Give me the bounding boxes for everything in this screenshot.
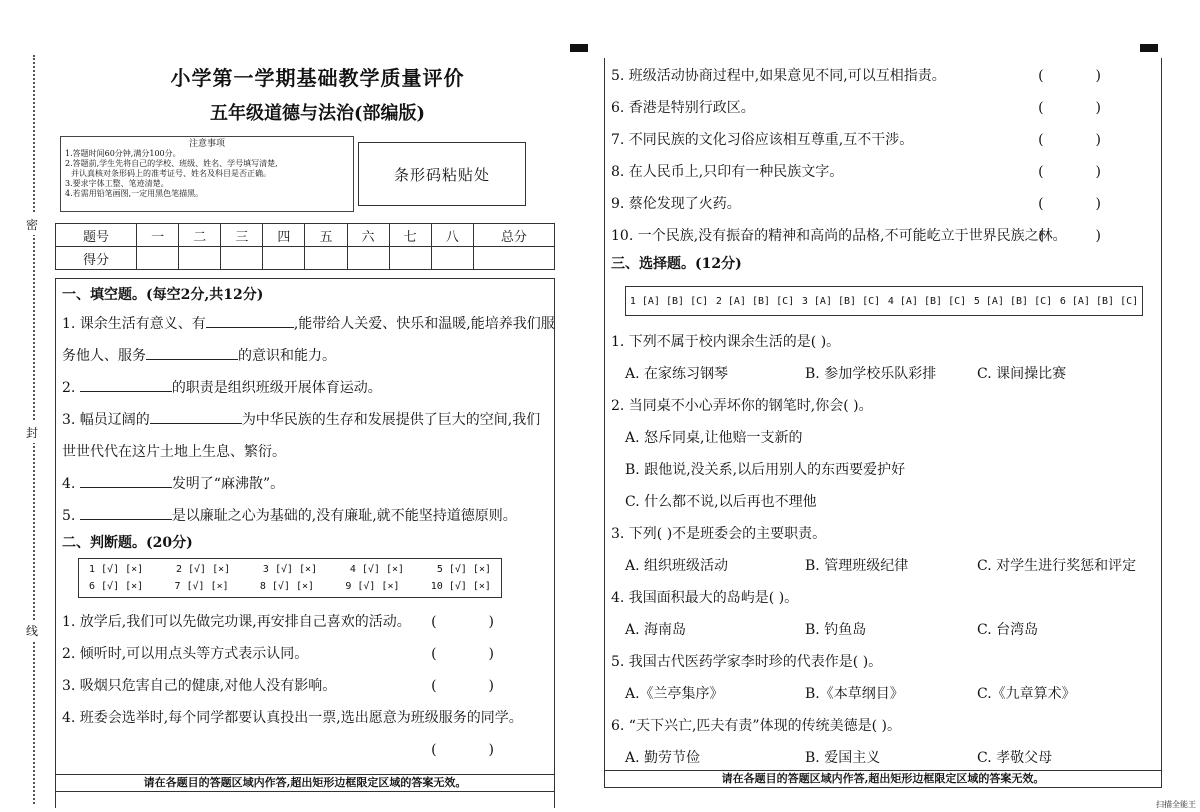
judge-question-7 [605,124,1161,156]
answer-paren[interactable]: () [1038,164,1153,180]
q-text: 5. [62,508,76,524]
notice-item: 3.要求字体工整、笔迹清楚。 [65,179,169,188]
judge-question-10 [605,220,1161,252]
section3-title: 三、选择题。(12分) [611,256,742,272]
fill-question-3-cont: 世世代代在这片土地上生息、繁衍。 [62,444,286,460]
q-text: 7. 不同民族的文化习俗应该相互尊重,互不干涉。 [611,132,914,148]
choice-question-4: 4. 我国面积最大的岛屿是( )。 [611,590,799,606]
choice-options-3 [605,550,1161,582]
score-row-label: 得分 [56,247,137,270]
answer-blank[interactable] [80,378,172,392]
q-text: 6. 香港是特别行政区。 [611,100,755,116]
q-text: 的意识和能力。 [238,348,336,364]
judge-grid-row [89,578,491,595]
fill-question-3 [56,404,554,436]
judge-question-5 [605,60,1161,92]
scanner-watermark: 扫描全能王 [1156,800,1196,809]
notice-box [60,136,354,212]
option-c: C. 课间操比赛 [977,366,1067,382]
margin-char-feng: 封 [26,422,38,443]
left-page [55,62,555,758]
q-text: 5. 班级活动协商过程中,如果意见不同,可以互相指责。 [611,68,946,84]
q-text: 4. 班委会选举时,每个同学都要认真投出一票,选出愿意为班级服务的同学。 [62,710,523,726]
judge-question-2 [56,638,554,670]
judge-question-6 [605,92,1161,124]
q-text: 3. 吸烟只危害自己的健康,对他人没有影响。 [62,678,337,694]
answer-paren[interactable]: () [1038,132,1153,148]
answer-paren[interactable]: () [431,742,546,758]
option-c: C. 孝敬父母 [977,750,1053,766]
option-a: A. 海南岛 [625,622,687,638]
answer-paren[interactable]: () [1038,68,1153,84]
notice-item: 并认真核对条形码上的准考证号、姓名及科目是否正确。 [71,169,271,178]
option-a: A. 在家练习钢琴 [625,366,729,382]
score-header-cell: 题号 [56,224,137,247]
judge-question-9 [605,188,1161,220]
judge-option[interactable]: 6 [√] [×] [89,581,144,592]
judge-question-3 [56,670,554,702]
q-text: 发明了“麻沸散”。 [171,476,285,492]
exam-title: 小学第一学期基础教学质量评价 [170,66,465,90]
q-text: 为中华民族的生存和发展提供了巨大的空间,我们 [241,412,541,428]
score-cell[interactable] [431,247,473,270]
score-cell[interactable] [263,247,305,270]
choice-option[interactable]: 5 [A] [B] [C] [973,295,1053,307]
answer-blank[interactable] [80,506,172,520]
option-b: B. 管理班级纪律 [805,558,909,574]
option-c: C.《九章算术》 [977,686,1076,702]
score-header-cell: 三 [221,224,263,247]
judge-option[interactable]: 4 [√] [×] [349,564,405,575]
option-b: B.《本草纲目》 [805,686,904,702]
score-header-cell: 总分 [473,224,554,247]
score-header-cell: 一 [137,224,179,247]
option-b: B. 跟他说,没关系,以后用别人的东西要爱护好 [625,462,906,478]
choice-question-2: 2. 当同桌不小心弄坏你的钢笔时,你会( )。 [611,398,873,414]
fill-question-1-cont [56,340,554,372]
score-cell[interactable] [473,247,554,270]
q-text: ,能带给人关爱、快乐和温暖,能培养我们服 [293,316,555,332]
alignment-marker [570,44,588,52]
q-text: 10. 一个民族,没有振奋的精神和高尚的品格,不可能屹立于世界民族之林。 [611,228,1067,244]
choice-answer-grid [625,286,1143,316]
answer-blank[interactable] [206,314,294,328]
option-c: C. 对学生进行奖惩和评定 [977,558,1137,574]
footer-right: 请在各题目的答题区域内作答,超出矩形边框限定区域的答案无效。 [604,770,1162,788]
option-a: A.《兰亭集序》 [625,686,724,702]
score-header-cell: 八 [431,224,473,247]
score-cell[interactable] [389,247,431,270]
judge-question-1 [56,606,554,638]
answer-blank[interactable] [146,346,238,360]
score-cell[interactable] [179,247,221,270]
fill-question-1 [56,308,554,340]
choice-question-6: 6. “天下兴亡,匹夫有责”体现的传统美德是( )。 [611,718,901,734]
choice-options-1 [605,358,1161,390]
barcode-area: 条形码粘贴处 [358,142,526,206]
q-text: 1. 放学后,我们可以先做完功课,再安排自己喜欢的活动。 [62,614,411,630]
fill-question-5 [56,500,554,532]
judge-question-4 [56,702,554,734]
score-header-cell: 六 [347,224,389,247]
q-text: 的职责是组织班级开展体育运动。 [171,380,382,396]
judge-option[interactable]: 1 [√] [×] [89,564,144,575]
notice-item: 4.若需用铅笔画图,一定用黑色笔描黑。 [65,189,204,198]
judge-option[interactable]: 7 [√] [×] [174,581,229,592]
margin-char-xian: 线 [26,620,38,641]
choice-option[interactable]: 4 [A] [B] [C] [887,295,967,307]
choice-question-1: 1. 下列不属于校内课余生活的是( )。 [611,334,841,350]
option-a: A. 组织班级活动 [625,558,729,574]
section2-title: 二、判断题。(20分) [62,535,193,551]
judge-option[interactable]: 5 [√] [×] [436,564,491,575]
judge-answer-grid [78,558,502,598]
judge-grid-row [89,561,491,578]
answer-paren[interactable]: () [1038,228,1153,244]
answer-paren[interactable]: () [431,678,546,694]
score-header-cell: 五 [305,224,347,247]
option-a: A. 怒斥同桌,让他赔一支新的 [625,430,803,446]
q-text: 8. 在人民币上,只印有一种民族文字。 [611,164,844,180]
judge-option[interactable]: 3 [√] [×] [262,564,318,575]
option-b: B. 爱国主义 [805,750,881,766]
choice-option[interactable]: 2 [A] [B] [C] [715,295,795,307]
notice-item: 2.答题前,学生先将自己的学校、班级、姓名、学号填写清楚, [65,159,278,168]
choice-option[interactable]: 3 [A] [B] [C] [801,295,881,307]
judge-option[interactable]: 2 [√] [×] [175,564,231,575]
score-table [55,223,555,270]
score-header-cell: 七 [389,224,431,247]
score-header-cell: 二 [179,224,221,247]
option-b: B. 参加学校乐队彩排 [805,366,937,382]
answer-paren[interactable]: () [1038,196,1153,212]
q-text: 2. [62,380,76,396]
answer-blank[interactable] [80,474,172,488]
answer-box-right [604,58,1162,774]
q-text: 2. 倾听时,可以用点头等方式表示认同。 [62,646,309,662]
q-text: 4. [62,476,76,492]
choice-options-4 [605,614,1161,646]
answer-box-left [55,278,555,808]
q-text: 3. 幅员辽阔的 [62,412,150,428]
exam-subtitle: 五年级道德与法治(部编版) [209,103,426,124]
judge-option[interactable]: 10 [√] [×] [430,581,491,592]
notice-title: 注意事项 [188,139,225,149]
q-text: 是以廉耻之心为基础的,没有廉耻,就不能坚持道德原则。 [171,508,517,524]
answer-paren[interactable]: () [1038,100,1153,116]
score-cell[interactable] [305,247,347,270]
score-cell[interactable] [347,247,389,270]
q-text: 9. 蔡伦发现了火药。 [611,196,741,212]
choice-question-3: 3. 下列( )不是班委会的主要职责。 [611,526,827,542]
section1-title: 一、填空题。(每空2分,共12分) [62,287,264,303]
score-cell[interactable] [221,247,263,270]
option-a: A. 勤劳节俭 [625,750,701,766]
option-c: C. 台湾岛 [977,622,1039,638]
footer-left: 请在各题目的答题区域内作答,超出矩形边框限定区域的答案无效。 [55,774,555,792]
q-text: 务他人、服务 [62,348,146,364]
score-header-cell: 四 [263,224,305,247]
option-b: B. 钓鱼岛 [805,622,867,638]
choice-option[interactable]: 1 [A] [B] [C] [629,295,709,307]
judge-question-8 [605,156,1161,188]
option-c: C. 什么都不说,以后再也不理他 [625,494,817,510]
choice-options-5 [605,678,1161,710]
fill-question-4 [56,468,554,500]
judge-option[interactable]: 8 [√] [×] [259,581,315,592]
answer-paren[interactable]: () [431,614,546,630]
notice-item: 1.答题时间60分钟,满分100分。 [65,149,181,158]
alignment-marker [1140,44,1158,52]
score-cell[interactable] [137,247,179,270]
margin-char-mi: 密 [26,214,38,235]
choice-question-5: 5. 我国古代医药学家李时珍的代表作是( )。 [611,654,883,670]
judge-option[interactable]: 9 [√] [×] [345,581,400,592]
q-text: 1. 课余生活有意义、有 [62,316,206,332]
choice-option[interactable]: 6 [A] [B] [C] [1059,295,1139,307]
answer-blank[interactable] [150,410,242,424]
answer-paren[interactable]: () [431,646,546,662]
fill-question-2 [56,372,554,404]
